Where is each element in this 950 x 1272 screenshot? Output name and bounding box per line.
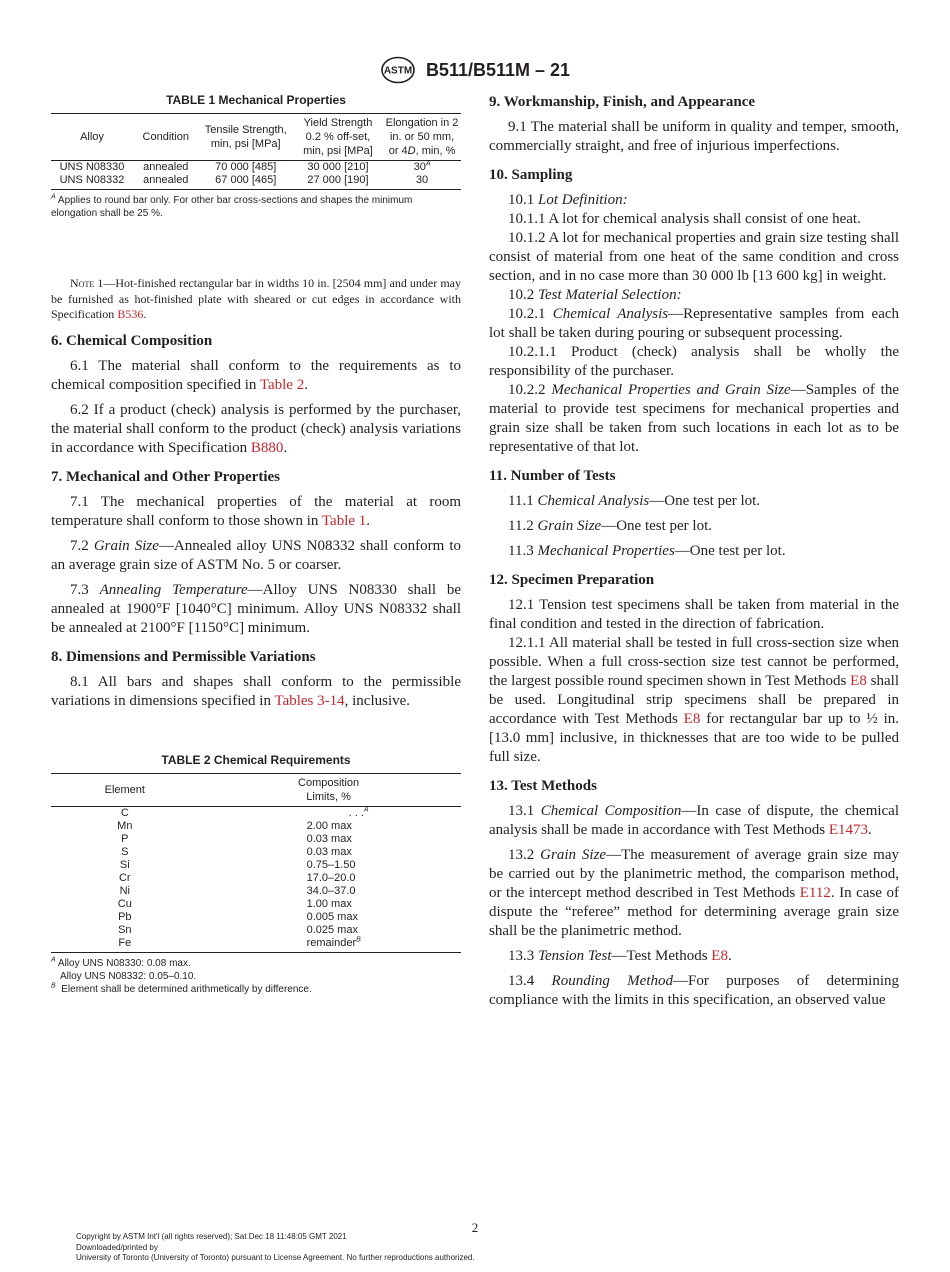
table-cell xyxy=(199,885,461,898)
section-6-title: 6. Chemical Composition xyxy=(51,332,213,349)
table-row xyxy=(51,898,461,911)
para-text: —For purposes of determining compliance with the limits in this specification, an observed value xyxy=(489,973,900,1008)
para-text: 8.1 All bars and shapes shall conform to the permissible variations in dimensions specified in xyxy=(51,673,461,709)
para-text: —In case of dispute, the chemical analysis shall be made in accordance with Test Methods xyxy=(489,803,900,838)
table-row xyxy=(51,924,461,937)
page-header xyxy=(0,56,950,84)
table-row xyxy=(51,833,461,846)
table1-mechanical-properties xyxy=(51,113,461,190)
table-cell xyxy=(199,833,461,846)
para-text: —Samples of the material to provide test specimens for mechanical properties and grain size shall be taken from such locations in each lot as to be representative of that lot. xyxy=(489,382,900,455)
table1-header-condition: Condition xyxy=(133,114,199,161)
composition-limit: . . . xyxy=(348,806,364,819)
para-text: —The measurement of average grain size may be carried out by the planimetric method, the comparison method, or the intercept method described in Test Methods xyxy=(489,847,899,901)
para-heading: Test Material Selection: xyxy=(538,287,682,303)
table2-chemical-requirements xyxy=(51,773,461,953)
footnote-mark: A xyxy=(51,956,56,964)
para-heading: Grain Size xyxy=(540,847,607,863)
composition-limit: 0.75–1.50 xyxy=(306,858,356,871)
table-cell: UNS N08332 xyxy=(51,174,133,190)
section-9-title: 9. Workmanship, Finish, and Appearance xyxy=(489,94,756,110)
ref-table2-link[interactable]: Table 2 xyxy=(259,376,305,393)
table1-caption: TABLE 1 Mechanical Properties xyxy=(166,93,346,107)
para-text: —Representative samples from each lot shall be taken during pouring or subsequent processing. xyxy=(489,306,900,341)
table-row xyxy=(51,937,461,953)
copyright-line: University of Toronto (University of Toronto) pursuant to License Agreement. No further reproductions authorized. xyxy=(76,1253,475,1262)
table2-footnote-a-2: Alloy UNS N08332: 0.05–0.10. xyxy=(60,970,197,982)
para-text: . In case of dispute the “referee” method for determining average grain size shall be the planimetric method. xyxy=(489,885,899,939)
table1-header-yield: Yield Strength 0.2 % off-set, min, psi [MPa] xyxy=(293,114,383,161)
table-cell xyxy=(199,846,461,859)
para-text: . xyxy=(304,376,308,393)
para-7-1 xyxy=(51,493,461,531)
note-label: Note 1 xyxy=(70,276,104,290)
para-heading: Annealing Temperature xyxy=(99,581,248,598)
para-6-2 xyxy=(51,401,461,458)
para-text: shall be used. Longitudinal strip specimens shall be prepared in accordance with Test Methods xyxy=(489,673,899,727)
ref-tables-3-14-link[interactable]: Tables 3-14 xyxy=(274,692,345,709)
para-text: —One test per lot. xyxy=(674,543,786,559)
para-text: , inclusive. xyxy=(344,692,411,709)
table-cell xyxy=(199,911,461,924)
table2-caption: TABLE 2 Chemical Requirements xyxy=(161,752,351,767)
para-number: 10.2.1 xyxy=(508,306,553,322)
para-text: . xyxy=(727,948,732,964)
para-10-1-2: 10.1.2 A lot for mechanical properties and grain size testing shall consist of material from one heat of the same condition and cross section, and in no case more than 30 000 lb [13 600 kg] in weight. xyxy=(489,230,899,284)
table-row xyxy=(51,885,461,898)
para-text: . xyxy=(868,822,872,838)
section-12-title: 12. Specimen Preparation xyxy=(489,572,655,588)
astm-logo-icon xyxy=(380,56,416,84)
svg-text:ASTM: ASTM xyxy=(383,65,413,77)
table-cell: annealed xyxy=(133,174,199,190)
table-cell: 30 000 [210] xyxy=(307,161,369,173)
para-heading: Chemical Analysis xyxy=(552,306,669,322)
para-heading: Rounding Method xyxy=(551,973,673,989)
footnote-mark: B xyxy=(51,982,56,990)
para-text: 6.1 The material shall conform to the requirements as to chemical composition specified in xyxy=(51,357,461,393)
para-text: —One test per lot. xyxy=(649,493,761,509)
composition-limit: remainder xyxy=(306,936,357,949)
para-heading: Grain Size xyxy=(537,518,602,534)
para-number: 13.3 xyxy=(508,948,538,964)
para-number: 13.1 xyxy=(508,803,541,819)
para-number: 13.2 xyxy=(508,847,541,863)
para-9-1: 9.1 The material shall be uniform in quality and temper, smooth, commercially straight, and free of injurious imperfections. xyxy=(489,119,899,154)
table-cell xyxy=(199,924,461,937)
table-cell: Ni xyxy=(119,884,130,897)
para-number: 10.1 xyxy=(508,192,538,208)
table-cell xyxy=(199,806,461,820)
section-10-title: 10. Sampling xyxy=(489,167,573,183)
composition-limit: 0.03 max xyxy=(306,845,352,858)
para-number: 11.3 xyxy=(508,543,538,559)
section-11-title: 11. Number of Tests xyxy=(489,468,616,484)
table-cell: Fe xyxy=(51,937,199,953)
footnote-text: Element shall be determined arithmetically by difference. xyxy=(61,983,312,995)
para-13-4 xyxy=(489,972,899,1010)
footnote-text: Applies to round bar only. For other bar cross-sections and shapes the minimum elongation shall be 25 %. xyxy=(51,195,413,219)
table-cell: 27 000 [190] xyxy=(293,174,383,190)
section-8-title: 8. Dimensions and Permissible Variations xyxy=(51,648,316,665)
para-heading: Tension Test xyxy=(538,948,612,964)
table-cell xyxy=(383,174,461,190)
table-cell: Cr xyxy=(118,871,131,884)
standard-designation: B511/B511M – 21 xyxy=(425,59,571,80)
table-cell: 67 000 [465] xyxy=(199,174,293,190)
footnote-mark: B xyxy=(356,935,361,943)
footnote-mark: A xyxy=(425,160,431,168)
composition-limit: 17.0–20.0 xyxy=(306,871,356,884)
table-cell: Cu xyxy=(117,897,132,910)
ref-e8-link[interactable]: E8 xyxy=(683,711,701,727)
para-text: for rectangular bar up to ½ in. [13.0 mm] inclusive, in thicknesses that are too wide to be pulled full size. xyxy=(489,711,899,765)
copyright-notice xyxy=(76,1232,475,1264)
composition-limit: 0.025 max xyxy=(306,923,358,936)
right-column xyxy=(489,93,899,1010)
table-row xyxy=(51,161,461,175)
para-number: 10.2 xyxy=(508,287,538,303)
para-10-2-1-1: 10.2.1.1 Product (check) analysis shall be wholly the responsibility of the purchaser. xyxy=(489,344,899,379)
para-heading: Chemical Analysis xyxy=(537,493,650,509)
note-text: —Hot-finished rectangular bar in widths 10 in. [2504 mm] and under may be furnished as hot-finished plate with sheared or cut edges in accordance with Specification xyxy=(51,276,462,321)
footnote-text: Alloy UNS N08330: 0.08 max. xyxy=(57,957,191,969)
para-text: 6.2 If a product (check) analysis is performed by the purchaser, the material shall conform to the product (check) analysis variations in accordance with Specification xyxy=(51,401,461,456)
footnote-mark: A xyxy=(51,193,56,201)
para-7-3 xyxy=(51,581,461,638)
copyright-line: Downloaded/printed by xyxy=(76,1242,158,1252)
para-heading: Chemical Composition xyxy=(540,803,682,819)
table-row xyxy=(51,820,461,833)
elongation-value: 30 xyxy=(413,161,426,173)
para-10-1-1: 10.1.1 A lot for chemical analysis shall consist of one heat. xyxy=(508,211,861,227)
para-11-2 xyxy=(489,517,899,536)
table1-header-tensile: Tensile Strength, min, psi [MPa] xyxy=(199,114,293,161)
para-13-2 xyxy=(489,846,899,941)
table-cell: P xyxy=(121,832,129,845)
table2-header-element: Element xyxy=(51,773,199,806)
para-number: 11.1 xyxy=(508,493,538,509)
para-number: 11.2 xyxy=(508,518,538,534)
composition-limit: 0.03 max xyxy=(306,832,352,845)
copyright-line: Copyright by ASTM Int'l (all rights reserved); Sat Dec 18 11:48:05 GMT 2021 xyxy=(76,1232,347,1241)
table-cell: Pb xyxy=(118,910,132,923)
table-cell xyxy=(199,859,461,872)
para-text: . xyxy=(283,439,288,456)
table2-footnote-b xyxy=(51,983,461,996)
table1-header-alloy: Alloy xyxy=(51,114,133,161)
table-cell xyxy=(199,898,461,911)
table-cell xyxy=(383,161,461,175)
para-12-1-1 xyxy=(489,634,899,767)
table-cell: Mn xyxy=(117,819,133,832)
ref-e8-link[interactable]: E8 xyxy=(711,948,728,964)
table-cell: C xyxy=(120,806,129,819)
table2-footnote-a xyxy=(51,957,461,970)
section-13-title: 13. Test Methods xyxy=(489,778,597,794)
composition-limit: 1.00 max xyxy=(306,897,352,910)
table-row xyxy=(51,911,461,924)
para-13-1 xyxy=(489,802,899,840)
table2-header-limits-text: Composition Limits, % xyxy=(298,776,360,803)
para-text: —Annealed alloy UNS N08332 shall conform to an average grain size of ASTM No. 5 or coarser. xyxy=(51,537,461,573)
para-number: 10.2.2 xyxy=(508,382,552,398)
table-row xyxy=(51,174,461,190)
para-text: 7.1 The mechanical properties of the material at room temperature shall conform to those shown in xyxy=(51,493,461,529)
note-1 xyxy=(51,276,461,323)
table-row xyxy=(51,846,461,859)
para-heading: Mechanical Properties xyxy=(537,543,675,559)
table-cell: Sn xyxy=(118,923,132,936)
table-row xyxy=(51,859,461,872)
para-number: 7.2 xyxy=(70,537,94,554)
para-text: 12.1.1 All material shall be tested in full cross-section size when possible. When a full cross-section size test cannot be performed, the largest possible round specimen shown in Test Methods xyxy=(489,635,899,689)
ref-e112-link[interactable]: E112 xyxy=(799,885,831,901)
para-text: —Alloy UNS N08330 shall be annealed at 1900°F [1040°C] minimum. Alloy UNS N08332 shall be annealed at 2100°F [1150°C] minimum. xyxy=(51,581,462,636)
table2-header-limits xyxy=(199,773,461,806)
para-number: 7.3 xyxy=(70,581,100,598)
footnote-mark: A xyxy=(363,805,369,813)
table-cell: 70 000 [485] xyxy=(215,161,277,173)
table1-header-elongation: Elongation in 2 in. or 50 mm, or 4D, min, % xyxy=(383,114,461,161)
para-7-2 xyxy=(51,537,461,575)
para-heading: Mechanical Properties and Grain Size xyxy=(551,382,791,398)
para-10-2 xyxy=(489,286,899,305)
composition-limit: 0.005 max xyxy=(306,910,358,923)
table2-body xyxy=(51,806,461,952)
table-cell xyxy=(199,820,461,833)
para-heading: Lot Definition: xyxy=(538,192,628,208)
table-cell xyxy=(199,872,461,885)
elongation-value: 30 xyxy=(415,174,429,186)
section-7-title: 7. Mechanical and Other Properties xyxy=(51,468,280,485)
para-6-1 xyxy=(51,357,461,395)
table-cell: UNS N08330 xyxy=(59,161,125,173)
table1-footnote xyxy=(51,194,461,220)
composition-limit: 34.0–37.0 xyxy=(306,884,356,897)
para-text: —Test Methods xyxy=(611,948,712,964)
page-number: 2 xyxy=(471,1220,479,1235)
para-text: . xyxy=(366,512,371,529)
left-column xyxy=(51,93,461,996)
table-row xyxy=(51,806,461,820)
para-12-1: 12.1 Tension test specimens shall be taken from material in the final condition and tested in the direction of fabrication. xyxy=(489,597,899,632)
ref-e1473-link[interactable]: E1473 xyxy=(828,822,869,838)
note-text: . xyxy=(143,307,147,321)
table-cell: S xyxy=(121,845,129,858)
composition-limit: 2.00 max xyxy=(306,819,352,832)
para-number: 13.4 xyxy=(508,973,552,989)
para-heading: Grain Size xyxy=(93,537,159,554)
para-13-3 xyxy=(489,947,899,966)
table-cell: Si xyxy=(119,858,130,871)
para-8-1 xyxy=(51,673,461,711)
para-10-2-1 xyxy=(489,305,899,343)
table2-footnotes xyxy=(51,957,461,996)
table-row xyxy=(51,872,461,885)
para-10-2-2 xyxy=(489,381,899,457)
para-11-3 xyxy=(489,542,899,561)
ref-e8-link[interactable]: E8 xyxy=(850,673,867,689)
para-10-1 xyxy=(489,191,899,210)
para-text: —One test per lot. xyxy=(601,518,713,534)
table-cell: annealed xyxy=(143,161,189,173)
ref-b536-link[interactable]: B536 xyxy=(117,307,144,321)
para-11-1 xyxy=(489,492,899,511)
ref-table1-link[interactable]: Table 1 xyxy=(321,512,367,529)
ref-b880-link[interactable]: B880 xyxy=(250,439,284,456)
table-cell xyxy=(199,937,461,953)
